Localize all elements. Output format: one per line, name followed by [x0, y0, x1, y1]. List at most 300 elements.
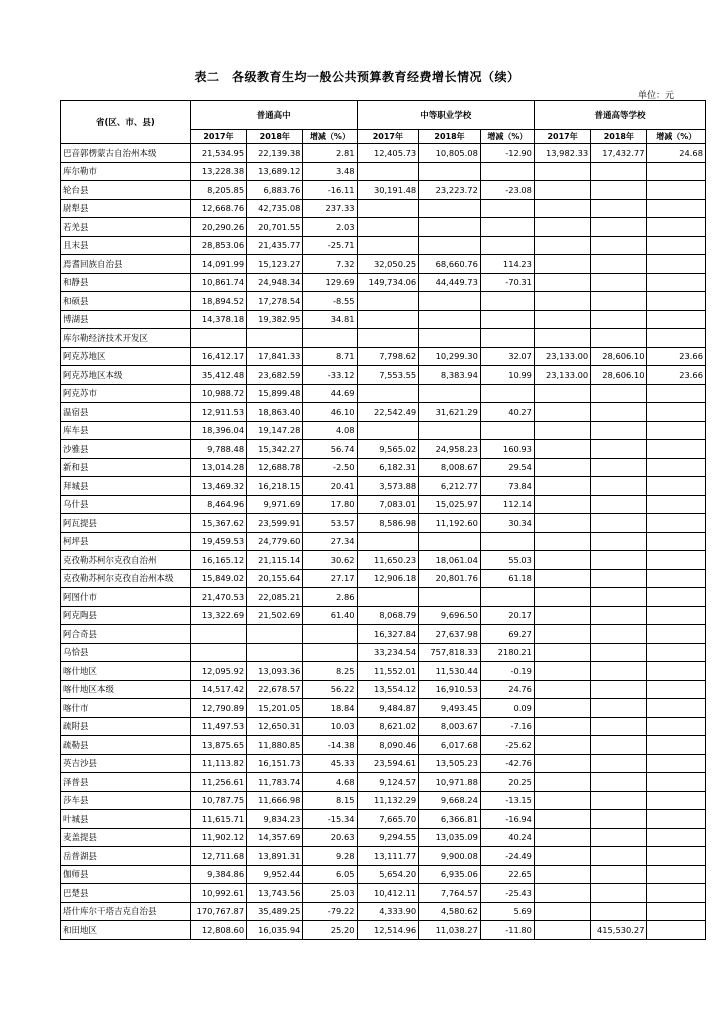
table-row	[61, 551, 706, 570]
value-cell: 23,133.00	[534, 347, 590, 366]
value-cell	[647, 514, 706, 533]
table-row	[61, 902, 706, 921]
value-cell	[647, 458, 706, 477]
value-cell: 23,594.61	[357, 754, 419, 773]
value-cell: 0.09	[480, 699, 534, 718]
value-cell: 32,050.25	[357, 255, 419, 274]
table-row	[61, 717, 706, 736]
value-cell: 9.28	[303, 847, 357, 866]
region-name-cell: 阿图什市	[61, 588, 191, 607]
value-cell: 14,378.18	[190, 310, 246, 329]
value-cell: 32.07	[480, 347, 534, 366]
region-name-cell: 尉犁县	[61, 199, 191, 218]
value-cell	[647, 255, 706, 274]
value-cell	[534, 569, 590, 588]
value-cell: 4.68	[303, 773, 357, 792]
value-cell: 12,514.96	[357, 921, 419, 940]
value-cell	[647, 754, 706, 773]
value-cell	[591, 329, 647, 348]
region-name-cell: 焉耆回族自治县	[61, 255, 191, 274]
value-cell: 4.08	[303, 421, 357, 440]
value-cell	[591, 865, 647, 884]
value-cell: 12,405.73	[357, 144, 419, 163]
value-cell: 11,666.98	[247, 791, 303, 810]
value-cell	[534, 199, 590, 218]
value-cell: 7,665.70	[357, 810, 419, 829]
value-cell	[534, 865, 590, 884]
value-cell	[647, 736, 706, 755]
value-cell: 11,530.44	[419, 662, 481, 681]
value-cell: 9,493.45	[419, 699, 481, 718]
value-cell: 30.34	[480, 514, 534, 533]
value-cell	[591, 310, 647, 329]
value-cell: 15,025.97	[419, 495, 481, 514]
value-cell: 61.18	[480, 569, 534, 588]
value-cell: 42,735.08	[247, 199, 303, 218]
value-cell: 18,894.52	[190, 292, 246, 311]
value-cell	[534, 384, 590, 403]
value-cell: 13,093.36	[247, 662, 303, 681]
sub-header-change: 增减（%）	[480, 130, 534, 144]
table-row	[61, 421, 706, 440]
value-cell: 8,068.79	[357, 606, 419, 625]
value-cell: 45.33	[303, 754, 357, 773]
value-cell: 20,701.55	[247, 218, 303, 237]
value-cell: 9,900.08	[419, 847, 481, 866]
region-name-cell: 若羌县	[61, 218, 191, 237]
value-cell: 22,542.49	[357, 403, 419, 422]
region-name-cell: 阿合奇县	[61, 625, 191, 644]
value-cell: 28,606.10	[591, 347, 647, 366]
region-name-cell: 喀什市	[61, 699, 191, 718]
value-cell	[534, 403, 590, 422]
region-name-cell: 阿克苏市	[61, 384, 191, 403]
value-cell: 8,621.02	[357, 717, 419, 736]
value-cell: 21,115.14	[247, 551, 303, 570]
value-cell: 9,294.55	[357, 828, 419, 847]
value-cell: -24.49	[480, 847, 534, 866]
value-cell	[534, 551, 590, 570]
value-cell: 20,801.76	[419, 569, 481, 588]
value-cell: 13,228.38	[190, 162, 246, 181]
value-cell	[647, 810, 706, 829]
value-cell: -70.31	[480, 273, 534, 292]
region-name-cell: 莎车县	[61, 791, 191, 810]
value-cell: 23,682.59	[247, 366, 303, 385]
value-cell	[647, 791, 706, 810]
table-row	[61, 680, 706, 699]
table-row	[61, 532, 706, 551]
value-cell: -8.55	[303, 292, 357, 311]
value-cell: 40.27	[480, 403, 534, 422]
value-cell: 13,982.33	[534, 144, 590, 163]
value-cell: 28,606.10	[591, 366, 647, 385]
value-cell	[303, 329, 357, 348]
region-name-cell: 和静县	[61, 273, 191, 292]
value-cell	[534, 921, 590, 940]
region-name-cell: 克孜勒苏柯尔克孜自治州	[61, 551, 191, 570]
value-cell: 12,808.60	[190, 921, 246, 940]
value-cell	[591, 791, 647, 810]
value-cell	[591, 810, 647, 829]
value-cell: 19,459.53	[190, 532, 246, 551]
value-cell: 10.03	[303, 717, 357, 736]
value-cell	[647, 477, 706, 496]
value-cell: -16.94	[480, 810, 534, 829]
value-cell: 7,764.57	[419, 884, 481, 903]
value-cell: 18,396.04	[190, 421, 246, 440]
region-name-cell: 库尔勒市	[61, 162, 191, 181]
value-cell: 25.20	[303, 921, 357, 940]
region-name-cell: 阿瓦提县	[61, 514, 191, 533]
sub-header-2018: 2018年	[247, 130, 303, 144]
value-cell	[647, 181, 706, 200]
value-cell: 11,192.60	[419, 514, 481, 533]
value-cell	[357, 236, 419, 255]
value-cell	[647, 865, 706, 884]
value-cell	[647, 403, 706, 422]
value-cell: 8,383.94	[419, 366, 481, 385]
value-cell	[303, 643, 357, 662]
value-cell: 16,035.94	[247, 921, 303, 940]
sub-header-2017: 2017年	[534, 130, 590, 144]
value-cell: 6,017.68	[419, 736, 481, 755]
table-row	[61, 458, 706, 477]
value-cell: 9,971.69	[247, 495, 303, 514]
value-cell: 53.57	[303, 514, 357, 533]
value-cell: 13,875.65	[190, 736, 246, 755]
value-cell	[357, 532, 419, 551]
value-cell	[357, 218, 419, 237]
table-title: 表二 各级教育生均一般公共预算教育经费增长情况（续）	[194, 70, 520, 84]
value-cell: 5.69	[480, 902, 534, 921]
value-cell: 17,278.54	[247, 292, 303, 311]
value-cell	[591, 292, 647, 311]
region-name-cell: 阿克苏地区本级	[61, 366, 191, 385]
value-cell	[419, 199, 481, 218]
table-row	[61, 292, 706, 311]
value-cell: 10,805.08	[419, 144, 481, 163]
table-row	[61, 310, 706, 329]
value-cell	[647, 292, 706, 311]
value-cell	[534, 273, 590, 292]
value-cell: 114.23	[480, 255, 534, 274]
value-cell: 23.66	[647, 347, 706, 366]
region-name-cell: 喀什地区本级	[61, 680, 191, 699]
value-cell: 28,853.06	[190, 236, 246, 255]
value-cell	[647, 773, 706, 792]
value-cell: 20,155.64	[247, 569, 303, 588]
region-name-cell: 和田地区	[61, 921, 191, 940]
table-row	[61, 828, 706, 847]
value-cell	[647, 384, 706, 403]
value-cell: 9,384.86	[190, 865, 246, 884]
value-cell: 9,668.24	[419, 791, 481, 810]
value-cell: 4,333.90	[357, 902, 419, 921]
value-cell: 2.81	[303, 144, 357, 163]
value-cell: 9,696.50	[419, 606, 481, 625]
value-cell	[591, 403, 647, 422]
value-cell	[647, 902, 706, 921]
value-cell	[419, 218, 481, 237]
value-cell	[591, 662, 647, 681]
value-cell	[480, 588, 534, 607]
value-cell	[357, 588, 419, 607]
sub-header-change: 增减（%）	[647, 130, 706, 144]
value-cell	[591, 773, 647, 792]
value-cell: 16,910.53	[419, 680, 481, 699]
value-cell	[591, 440, 647, 459]
value-cell: 3.48	[303, 162, 357, 181]
value-cell	[647, 273, 706, 292]
value-cell	[357, 162, 419, 181]
value-cell: 8,008.67	[419, 458, 481, 477]
region-name-cell: 泽普县	[61, 773, 191, 792]
value-cell	[357, 384, 419, 403]
value-cell: 415,530.27	[591, 921, 647, 940]
value-cell	[591, 181, 647, 200]
value-cell: 24.68	[647, 144, 706, 163]
value-cell	[480, 310, 534, 329]
value-cell	[647, 532, 706, 551]
value-cell: 12,688.78	[247, 458, 303, 477]
value-cell	[534, 736, 590, 755]
value-cell	[419, 329, 481, 348]
value-cell: 21,435.77	[247, 236, 303, 255]
value-cell	[647, 551, 706, 570]
value-cell	[591, 551, 647, 570]
value-cell: 23,133.00	[534, 366, 590, 385]
value-cell: 6.05	[303, 865, 357, 884]
region-name-cell: 巴音郭楞蒙古自治州本级	[61, 144, 191, 163]
value-cell	[591, 569, 647, 588]
table-row	[61, 162, 706, 181]
value-cell: 2180.21	[480, 643, 534, 662]
table-row	[61, 199, 706, 218]
value-cell: 16,412.17	[190, 347, 246, 366]
value-cell	[591, 421, 647, 440]
value-cell	[647, 495, 706, 514]
value-cell: 21,534.95	[190, 144, 246, 163]
value-cell: 11,113.82	[190, 754, 246, 773]
table-body	[61, 144, 706, 940]
value-cell: -11.80	[480, 921, 534, 940]
value-cell	[647, 329, 706, 348]
value-cell: 11,880.85	[247, 736, 303, 755]
value-cell	[190, 625, 246, 644]
value-cell	[480, 236, 534, 255]
value-cell	[647, 625, 706, 644]
value-cell: -79.22	[303, 902, 357, 921]
table-row	[61, 699, 706, 718]
value-cell	[591, 606, 647, 625]
value-cell	[647, 606, 706, 625]
value-cell: 3,573.88	[357, 477, 419, 496]
value-cell: 11,256.61	[190, 773, 246, 792]
value-cell: 17.80	[303, 495, 357, 514]
table-row	[61, 606, 706, 625]
value-cell: 34.81	[303, 310, 357, 329]
value-cell: 14,357.69	[247, 828, 303, 847]
region-name-cell: 拜城县	[61, 477, 191, 496]
value-cell: 12,790.89	[190, 699, 246, 718]
value-cell: 24,779.60	[247, 532, 303, 551]
value-cell	[534, 292, 590, 311]
group-header-higher-ed: 普通高等学校	[534, 101, 705, 130]
value-cell	[534, 606, 590, 625]
value-cell: 16,165.12	[190, 551, 246, 570]
value-cell: 20,290.26	[190, 218, 246, 237]
value-cell: 12,095.92	[190, 662, 246, 681]
value-cell: 7,798.62	[357, 347, 419, 366]
value-cell: 11,615.71	[190, 810, 246, 829]
value-cell	[534, 236, 590, 255]
value-cell	[357, 310, 419, 329]
value-cell: 61.40	[303, 606, 357, 625]
value-cell	[534, 717, 590, 736]
value-cell	[534, 255, 590, 274]
table-row	[61, 347, 706, 366]
value-cell	[480, 199, 534, 218]
region-name-cell: 新和县	[61, 458, 191, 477]
table-row	[61, 218, 706, 237]
value-cell: 15,367.62	[190, 514, 246, 533]
group-header-high-school: 普通高中	[190, 101, 357, 130]
value-cell: 6,935.06	[419, 865, 481, 884]
value-cell: 16,218.15	[247, 477, 303, 496]
region-name-cell: 疏勒县	[61, 736, 191, 755]
value-cell: 22,085.21	[247, 588, 303, 607]
value-cell: 11,552.01	[357, 662, 419, 681]
table-row	[61, 236, 706, 255]
value-cell	[647, 588, 706, 607]
value-cell: -12.90	[480, 144, 534, 163]
value-cell	[534, 810, 590, 829]
value-cell: 73.84	[480, 477, 534, 496]
table-row	[61, 569, 706, 588]
sub-header-2017: 2017年	[357, 130, 419, 144]
value-cell	[591, 273, 647, 292]
value-cell: 44.69	[303, 384, 357, 403]
value-cell: 23,599.91	[247, 514, 303, 533]
sub-header-change: 增减（%）	[303, 130, 357, 144]
value-cell	[357, 421, 419, 440]
value-cell	[534, 754, 590, 773]
value-cell	[591, 532, 647, 551]
region-name-cell: 巴楚县	[61, 884, 191, 903]
value-cell: 170,767.87	[190, 902, 246, 921]
value-cell: 20.63	[303, 828, 357, 847]
value-cell: 10,992.61	[190, 884, 246, 903]
table-row	[61, 810, 706, 829]
value-cell: 29.54	[480, 458, 534, 477]
value-cell: 13,111.77	[357, 847, 419, 866]
value-cell: 20.41	[303, 477, 357, 496]
table-row	[61, 477, 706, 496]
region-name-cell: 克孜勒苏柯尔克孜自治州本级	[61, 569, 191, 588]
value-cell: 14,517.42	[190, 680, 246, 699]
value-cell: 30,191.48	[357, 181, 419, 200]
value-cell	[534, 588, 590, 607]
value-cell: 18,061.04	[419, 551, 481, 570]
region-name-cell: 疏附县	[61, 717, 191, 736]
value-cell: 55.03	[480, 551, 534, 570]
value-cell	[534, 162, 590, 181]
region-name-cell: 轮台县	[61, 181, 191, 200]
value-cell: 13,743.56	[247, 884, 303, 903]
region-header: 省(区、市、县)	[61, 101, 191, 144]
value-cell: 17,841.33	[247, 347, 303, 366]
value-cell	[591, 236, 647, 255]
value-cell: 149,734.06	[357, 273, 419, 292]
table-row	[61, 791, 706, 810]
value-cell	[419, 532, 481, 551]
value-cell	[647, 569, 706, 588]
value-cell: 8.15	[303, 791, 357, 810]
value-cell: 27,637.98	[419, 625, 481, 644]
value-cell	[647, 218, 706, 237]
value-cell	[190, 329, 246, 348]
value-cell	[247, 643, 303, 662]
value-cell	[303, 625, 357, 644]
value-cell	[480, 292, 534, 311]
value-cell: 8,090.46	[357, 736, 419, 755]
value-cell: 46.10	[303, 403, 357, 422]
region-name-cell: 叶城县	[61, 810, 191, 829]
value-cell: 15,201.05	[247, 699, 303, 718]
value-cell	[647, 884, 706, 903]
table-row	[61, 625, 706, 644]
value-cell: 13,689.12	[247, 162, 303, 181]
value-cell	[591, 754, 647, 773]
value-cell: 18,863.40	[247, 403, 303, 422]
value-cell	[591, 680, 647, 699]
value-cell: -25.62	[480, 736, 534, 755]
value-cell	[591, 643, 647, 662]
region-name-cell: 博湖县	[61, 310, 191, 329]
value-cell: 6,883.76	[247, 181, 303, 200]
value-cell: 8,586.98	[357, 514, 419, 533]
value-cell: 15,342.27	[247, 440, 303, 459]
table-row	[61, 403, 706, 422]
table-row	[61, 181, 706, 200]
value-cell: -7.16	[480, 717, 534, 736]
value-cell: 24.76	[480, 680, 534, 699]
region-name-cell: 且末县	[61, 236, 191, 255]
value-cell	[190, 643, 246, 662]
value-cell: 6,366.81	[419, 810, 481, 829]
value-cell: 237.33	[303, 199, 357, 218]
value-cell	[591, 384, 647, 403]
value-cell: 23.66	[647, 366, 706, 385]
table-row	[61, 921, 706, 940]
value-cell: 11,650.23	[357, 551, 419, 570]
value-cell	[591, 902, 647, 921]
table-row	[61, 255, 706, 274]
value-cell: 13,554.12	[357, 680, 419, 699]
value-cell	[534, 532, 590, 551]
value-cell: 23,223.72	[419, 181, 481, 200]
value-cell: -33.12	[303, 366, 357, 385]
sub-header-2018: 2018年	[591, 130, 647, 144]
value-cell	[534, 791, 590, 810]
region-name-cell: 英吉沙县	[61, 754, 191, 773]
table-row	[61, 773, 706, 792]
value-cell	[591, 736, 647, 755]
value-cell: 11,038.27	[419, 921, 481, 940]
value-cell	[534, 828, 590, 847]
value-cell: 8,464.96	[190, 495, 246, 514]
